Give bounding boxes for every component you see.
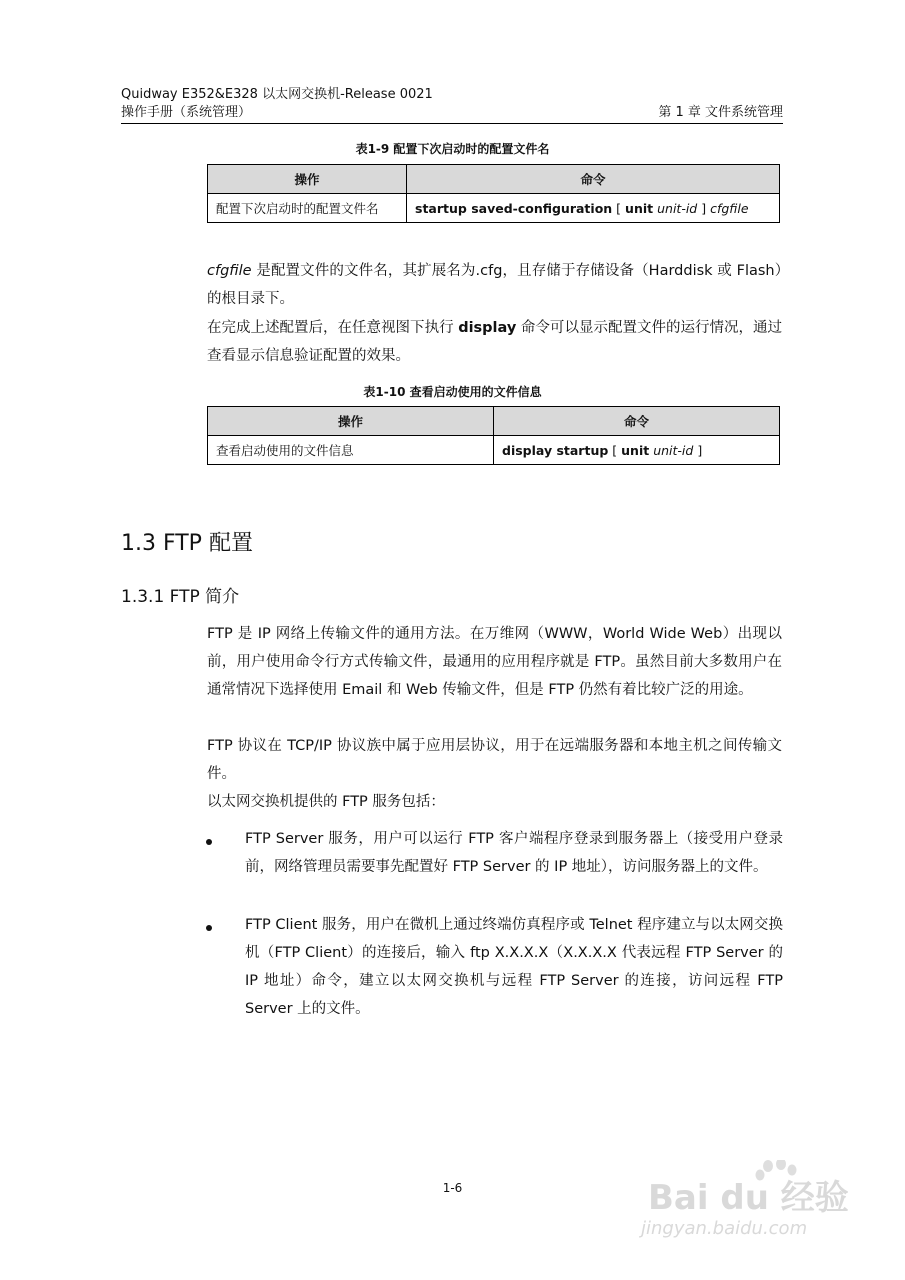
body-p1: FTP 是 IP 网络上传输文件的通用方法。在万维网（WWW，World Wide Web）出现以前，用户使用命令行方式传输文件，最通用的应用程序就是 FTP。虽然目前大多数用户在通常情况下选择使用 Email 和 Web 传输文件，但是 FTP 仍然有着比较广泛的用途。 bbox=[207, 626, 782, 698]
table1-col-cmd: 命令 bbox=[407, 165, 780, 194]
header-chapter: 第 1 章 文件系统管理 bbox=[658, 105, 783, 120]
table1-caption: 表1-9 配置下次启动时的配置文件名 bbox=[355, 142, 550, 156]
table2-cmd-unit-id: unit-id bbox=[653, 442, 694, 458]
table2-col-cmd: 命令 bbox=[494, 407, 780, 436]
table2-cmd-main: display startup bbox=[502, 442, 609, 458]
bullet-dot-1 bbox=[206, 839, 212, 845]
para2-text-a: 在完成上述配置后，在任意视图下执行 bbox=[207, 320, 459, 336]
bullet-dot-2 bbox=[206, 925, 212, 931]
baidu-jingyan-watermark bbox=[648, 1160, 850, 1220]
body-p2: FTP 协议在 TCP/IP 协议族中属于应用层协议，用于在远端服务器和本地主机之间传输文件。 bbox=[207, 738, 782, 782]
page-number: 1-6 bbox=[442, 1181, 463, 1195]
table1-cmd-unit-id: unit-id bbox=[657, 200, 698, 216]
table2-cmd-bracket-close: ] bbox=[697, 442, 703, 458]
table2 bbox=[207, 406, 780, 465]
section-heading: 1.3 FTP 配置 bbox=[121, 531, 253, 556]
table1-cmd-file: cfgfile bbox=[710, 200, 749, 216]
table1 bbox=[207, 164, 780, 223]
header-product: Quidway E352&E328 以太网交换机-Release 0021 bbox=[121, 87, 433, 102]
bullet-item-1: FTP Server 服务，用户可以运行 FTP 客户端程序登录到服务器上（接受用户登录前，网络管理员需要事先配置好 FTP Server 的 IP 地址），访问服务器上的文件。 bbox=[245, 831, 783, 875]
bullet-item-2: FTP Client 服务，用户在微机上通过终端仿真程序或 Telnet 程序建立与以太网交换机（FTP Client）的连接后，输入 ftp X.X.X.X（X.X.X.X 代表远程 FTP Server 的 IP 地址）命令，建立以太网交换机与远程 FTP Server 的连接，访问远程 FTP Server 上的文件。 bbox=[245, 917, 783, 1017]
watermark-logo-text: Bai du 经验 bbox=[648, 1178, 849, 1218]
para1 bbox=[207, 257, 782, 313]
table2-row-cmd bbox=[494, 436, 780, 465]
header-manual: 操作手册（系统管理） bbox=[121, 105, 252, 120]
table1-row-cmd bbox=[407, 194, 780, 223]
header-rule bbox=[121, 123, 783, 124]
para2 bbox=[207, 314, 782, 370]
table1-cmd-bracket-open: [ bbox=[616, 200, 622, 216]
para2-text-b: 命令可以显示配置文件的运行情况，通过查看显示信息验证配置的效果。 bbox=[207, 320, 782, 364]
body-p3: 以太网交换机提供的 FTP 服务包括： bbox=[207, 794, 445, 810]
table2-caption: 表1-10 查看启动使用的文件信息 bbox=[363, 385, 542, 399]
table2-cmd-unit: unit bbox=[621, 442, 650, 458]
table1-cmd-bracket-close: ] bbox=[701, 200, 707, 216]
subsection-heading: 1.3.1 FTP 简介 bbox=[121, 587, 240, 607]
table2-col-op: 操作 bbox=[208, 407, 494, 436]
para1-text: 是配置文件的文件名，其扩展名为.cfg，且存储于存储设备（Harddisk 或 Flash）的根目录下。 bbox=[207, 263, 782, 307]
watermark-url: jingyan.baidu.com bbox=[641, 1218, 808, 1239]
table2-cmd-bracket-open: [ bbox=[612, 442, 618, 458]
table1-cmd-main: startup saved-configuration bbox=[415, 200, 613, 216]
table1-row-op: 配置下次启动时的配置文件名 bbox=[208, 194, 407, 223]
table2-row-op: 查看启动使用的文件信息 bbox=[208, 436, 494, 465]
para1-term: cfgfile bbox=[207, 263, 252, 279]
table1-cmd-unit: unit bbox=[625, 200, 654, 216]
para2-cmd: display bbox=[458, 320, 517, 336]
table1-col-op: 操作 bbox=[208, 165, 407, 194]
